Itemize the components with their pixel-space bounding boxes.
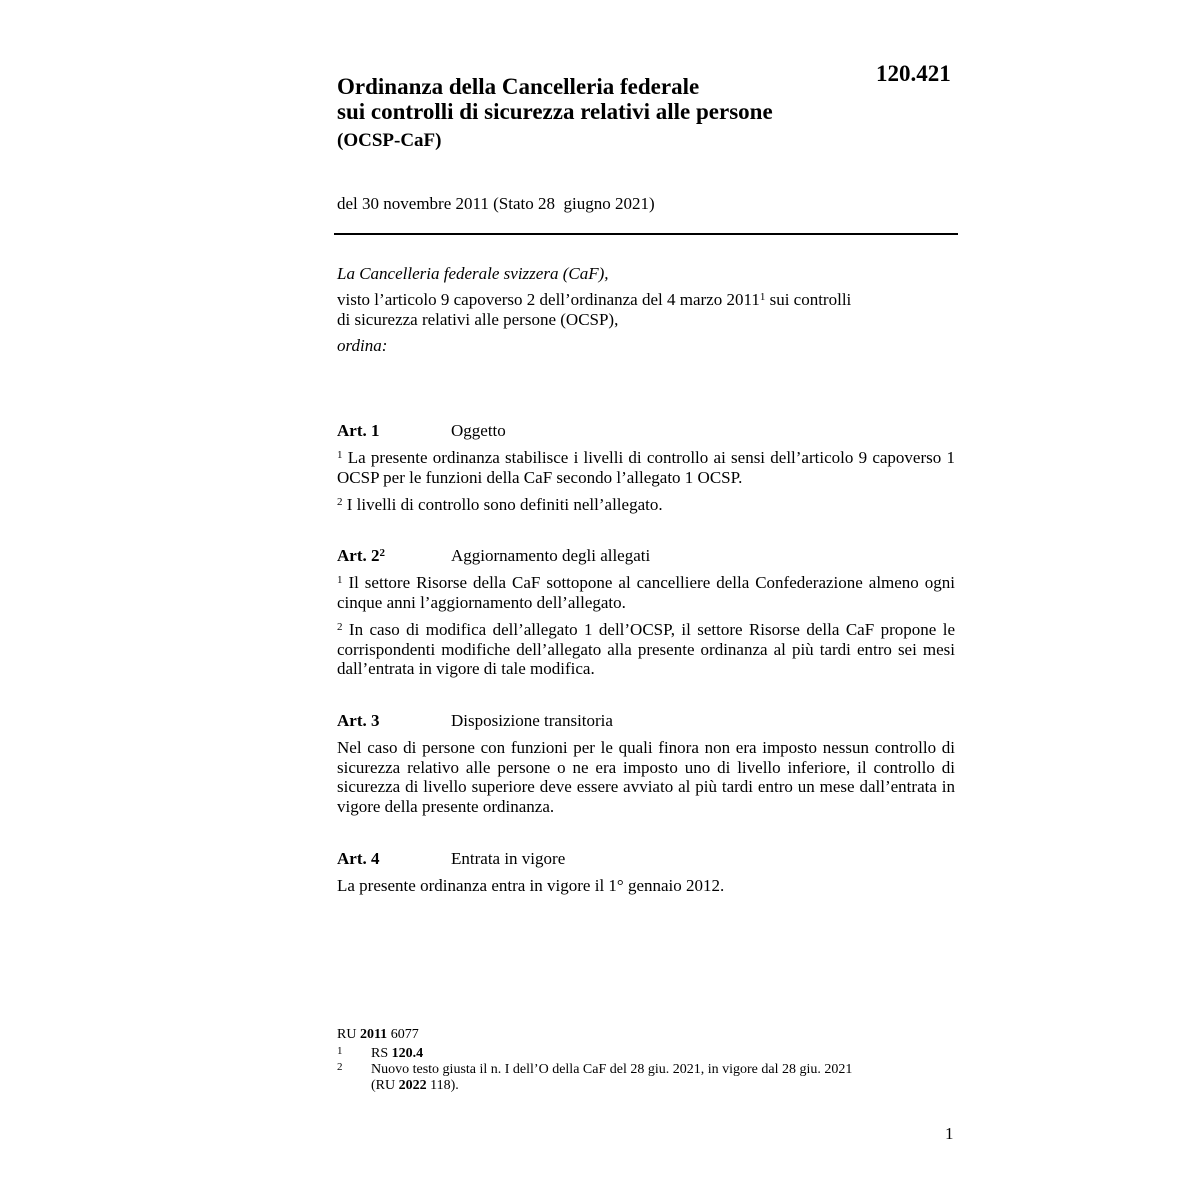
footnote-ref-2[interactable]: 2	[379, 547, 385, 559]
preamble-authority: La Cancelleria federale svizzera (CaF),	[337, 264, 609, 283]
page-number: 1	[945, 1124, 954, 1143]
title-line-1: Ordinanza della Cancelleria federale	[337, 74, 700, 99]
article-number: Art. 4	[337, 849, 380, 868]
article-heading	[337, 545, 955, 567]
footnote-2: 2 Nuovo testo giusta il n. I dell’O della CaF del 28 giu. 2021, in vigore dal 28 giu. 2021 (RU 2022 118).	[337, 1061, 853, 1093]
paragraph-number: 1	[337, 574, 343, 586]
footnotes	[337, 1027, 957, 1094]
paragraph-number: 2	[337, 496, 343, 508]
official-compilation-reference: RU 2011 6077	[337, 1027, 419, 1042]
preamble-decree: ordina:	[337, 336, 388, 355]
footnote-mark: 2	[337, 1061, 343, 1073]
article-heading	[337, 420, 955, 442]
preamble-basis-line-2: di sicurezza relativi alle persone (OCSP),	[337, 310, 619, 329]
date-status-line: del 30 novembre 2011 (Stato 28 giugno 2021)	[337, 194, 655, 213]
article-number: Art. 3	[337, 711, 380, 730]
footnote-mark: 1	[337, 1045, 343, 1057]
article-heading	[337, 710, 955, 732]
article-heading	[337, 848, 955, 870]
article-title: Disposizione transitoria	[451, 711, 613, 730]
article-paragraph: La presente ordinanza entra in vigore il 1° gennaio 2012.	[337, 876, 725, 895]
article-1	[337, 420, 955, 523]
document-abbreviation: (OCSP-CaF)	[337, 130, 442, 151]
footnote-1: 1 RS 120.4	[337, 1045, 424, 1061]
preamble	[337, 264, 957, 356]
article-number: Art. 1	[337, 421, 380, 440]
article-4	[337, 848, 955, 904]
document-title	[337, 74, 773, 124]
sr-number: 120.421	[876, 61, 951, 86]
article-2	[337, 545, 955, 687]
article-paragraph: $^1$ La presente ordinanza stabilisce i livelli di controllo ai sensi dell’articolo 9 capoverso 1 OCSP per le funzioni della CaF secondo l’allegato 1 OCSP.	[337, 448, 955, 487]
article-paragraph: $^2$ In caso di modifica dell’allegato 1 dell’OCSP, il settore Risorse della CaF propone le corrispondenti modifiche dell’allegato alla presente ordinanza al più tardi entro sei mesi dall’entrata in vigore di tale modifica.	[337, 620, 955, 678]
paragraph-number: 1	[337, 449, 343, 461]
article-title: Aggiornamento degli allegati	[451, 546, 651, 565]
title-line-2: sui controlli di sicurezza relativi alle persone	[337, 99, 773, 124]
article-paragraph: $^1$ Il settore Risorse della CaF sottopone al cancelliere della Confederazione almeno ogni cinque anni l’aggiornamento dell’allegato.	[337, 573, 955, 612]
article-paragraph: Nel caso di persone con funzioni per le quali finora non era imposto nessun controllo di sicurezza relativo alle persone o ne era imposto uno di livello inferiore, il controllo di sicurezza di livello superiore deve essere avviato al più tardi entro un mese dall’entrata in vigore della presente ordinanza.	[337, 738, 955, 816]
article-paragraph: $^2$ I livelli di controllo sono definiti nell’allegato.	[337, 495, 663, 514]
article-title: Oggetto	[451, 421, 506, 440]
article-title: Entrata in vigore	[451, 849, 566, 868]
paragraph-number: 2	[337, 621, 343, 633]
article-3	[337, 710, 955, 824]
article-number: Art. 2$^2$	[337, 546, 385, 565]
header-divider	[334, 233, 958, 235]
preamble-basis-line-1: visto l’articolo 9 capoverso 2 dell’ordinanza del 4 marzo 2011$^1$ sui controlli	[337, 290, 852, 309]
footnote-ref-1[interactable]: 1	[759, 291, 766, 303]
